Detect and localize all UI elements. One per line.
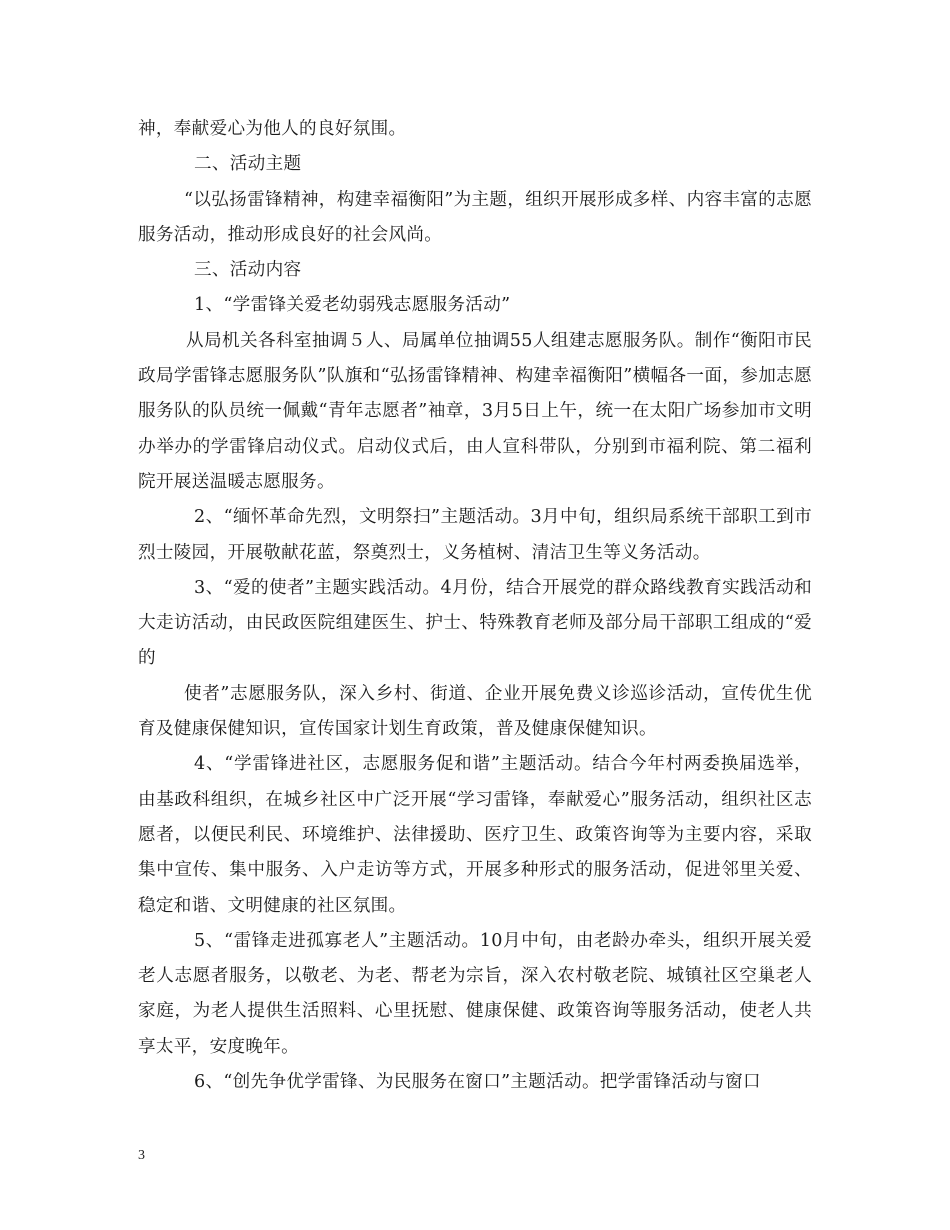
paragraph-item-6: 6、“创先争优学雷锋、为民服务在窗口”主题活动。把学雷锋活动与窗口 bbox=[194, 1072, 761, 1093]
section-heading-theme: 二、活动主题 bbox=[194, 154, 302, 175]
paragraph-item-3: 3、“爱的使者”主题实践活动。4月份，结合开展党的群众路线教育实践活动和大走访活动，由民政医院组建医生、护士、特殊教育老师及部分局干部职工组成的“爱的 bbox=[138, 577, 812, 669]
section-heading-content: 三、活动内容 bbox=[194, 260, 302, 281]
paragraph-item-3-continued: 使者”志愿服务队，深入乡村、街道、企业开展免费义诊巡诊活动，宣传优生优育及健康保健知识，宣传国家计划生育政策，普及健康保健知识。 bbox=[138, 683, 812, 740]
paragraph-item-1: 从局机关各科室抽调５人、局属单位抽调55人组建志愿服务队。制作“衡阳市民政局学雷锋志愿服务队”队旗和“弘扬雷锋精神、构建幸福衡阳”横幅各一面，参加志愿服务队的队员统一佩戴“青年志愿者”袖章，3月5日上午，统一在太阳广场参加市文明办举办的学雷锋启动仪式。启动仪式后，由人宣科带队，分别到市福利院、第二福利院开展送温暖志愿服务。 bbox=[138, 330, 812, 492]
paragraph-item-4: 4、“学雷锋进社区，志愿服务促和谐”主题活动。结合今年村两委换届选举，由基政科组织，在城乡社区中广泛开展“学习雷锋，奉献爱心”服务活动，组织社区志愿者，以便民利民、环境维护、法律援助、医疗卫生、政策咨询等为主要内容，采取集中宣传、集中服务、入户走访等方式，开展多种形式的服务活动，促进邻里关爱、稳定和谐、文明健康的社区氛围。 bbox=[138, 754, 812, 916]
paragraph-continuation: 神，奉献爱心为他人的良好氛围。 bbox=[138, 119, 407, 139]
item-heading-1: 1、“学雷锋关爱老幼弱残志愿服务活动” bbox=[194, 295, 511, 316]
paragraph-theme: “以弘扬雷锋精神，构建幸福衡阳”为主题，组织开展形成多样、内容丰富的志愿服务活动，推动形成良好的社会风尚。 bbox=[138, 189, 812, 245]
paragraph-item-2: 2、“缅怀革命先烈，文明祭扫”主题活动。3月中旬，组织局系统干部职工到市烈士陵园，开展敬献花蓝，祭奠烈士，义务植树、清洁卫生等义务活动。 bbox=[138, 507, 812, 563]
paragraph-item-5: 5、“雷锋走进孤寡老人”主题活动。10月中旬，由老龄办牵头，组织开展关爱老人志愿者服务，以敬老、为老、帮老为宗旨，深入农村敬老院、城镇社区空巢老人家庭，为老人提供生活照料、心里抚慰、健康保健、政策咨询等服务活动，使老人共享太平，安度晚年。 bbox=[138, 930, 812, 1057]
document-body bbox=[138, 112, 812, 1100]
page-number: 3 bbox=[138, 1148, 145, 1163]
